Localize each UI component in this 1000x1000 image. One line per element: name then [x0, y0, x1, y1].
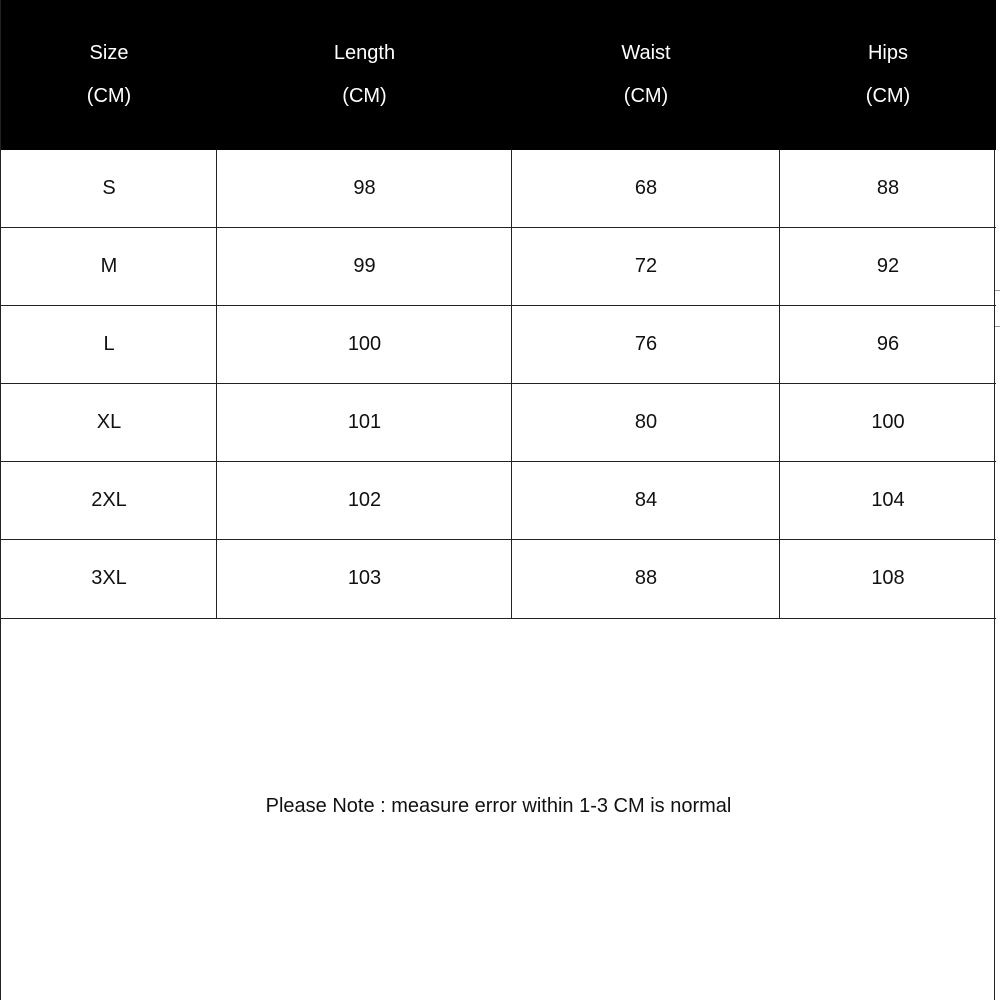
cell-length: 100	[347, 333, 382, 355]
cell-hips: 100	[871, 411, 905, 433]
column-divider	[511, 150, 512, 619]
cell-waist: 84	[634, 489, 658, 511]
cell-length: 99	[353, 255, 376, 277]
cell-hips: 88	[876, 177, 900, 199]
cell-length: 102	[347, 489, 382, 511]
header-length-unit: (CM)	[342, 85, 387, 107]
header-size-unit: (CM)	[86, 85, 132, 107]
cell-waist: 80	[634, 411, 658, 433]
header-length	[217, 0, 512, 150]
table-row	[1, 384, 996, 462]
header-waist	[512, 0, 780, 150]
header-size-label: Size	[89, 42, 129, 64]
column-divider	[779, 150, 780, 619]
cell-size: M	[100, 255, 118, 277]
cell-waist: 68	[634, 177, 658, 199]
cell-length: 98	[353, 177, 376, 199]
header-hips-unit: (CM)	[865, 85, 911, 107]
cell-waist: 76	[634, 333, 658, 355]
cell-hips: 104	[871, 489, 905, 511]
header-waist-label: Waist	[621, 42, 671, 64]
cell-size: S	[102, 177, 116, 199]
cell-size: XL	[96, 411, 122, 433]
header-hips-label: Hips	[867, 42, 908, 64]
cell-hips: 96	[876, 333, 900, 355]
cell-size: L	[103, 333, 115, 355]
cell-size: 3XL	[91, 567, 127, 589]
cell-waist: 88	[634, 567, 658, 589]
table-row	[1, 228, 996, 306]
cell-length: 101	[347, 411, 382, 433]
cell-length: 103	[347, 567, 382, 589]
column-divider	[216, 150, 217, 619]
edge-mark	[995, 290, 1000, 291]
table-row	[1, 306, 996, 384]
cell-hips: 108	[871, 567, 905, 589]
table-row	[1, 462, 996, 540]
header-size	[1, 0, 217, 150]
table-row	[1, 150, 996, 228]
header-hips	[780, 0, 996, 150]
table-row	[1, 540, 996, 619]
cell-waist: 72	[634, 255, 658, 277]
table-header	[1, 0, 996, 150]
measurement-note: Please Note : measure error within 1-3 CM is normal	[265, 795, 732, 817]
cell-size: 2XL	[91, 489, 127, 511]
cell-hips: 92	[876, 255, 900, 277]
edge-mark	[995, 326, 1000, 327]
header-waist-unit: (CM)	[623, 85, 669, 107]
header-length-label: Length	[333, 42, 396, 64]
